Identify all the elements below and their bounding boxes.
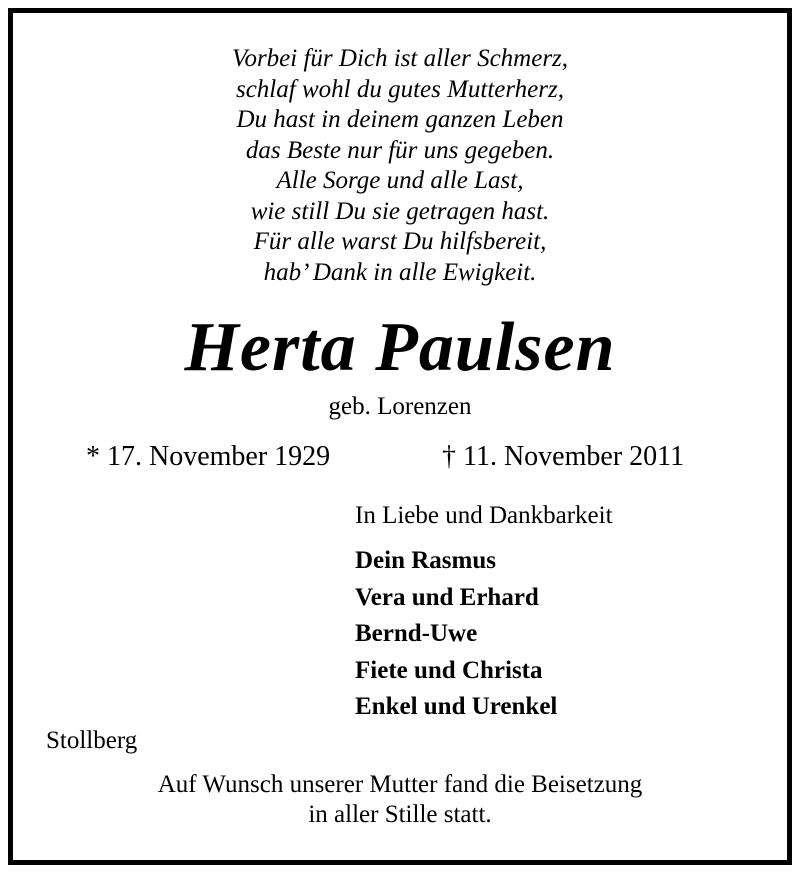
mourners-list [355, 543, 557, 726]
birth-name: geb. Lorenzen [328, 393, 472, 420]
death-date: † 11. November 2011 [442, 441, 685, 472]
poem-line: wie still Du sie getragen hast. [250, 197, 550, 225]
deceased-name: Herta Paulsen [184, 309, 616, 386]
mourner-name: Enkel und Urenkel [355, 693, 558, 720]
poem-line: Alle Sorge und alle Last, [276, 167, 524, 194]
poem-line: Vorbei für Dich ist aller Schmerz, [231, 45, 569, 72]
memorial-poem [0, 44, 800, 288]
mourner-name: Vera und Erhard [355, 583, 539, 611]
poem-line: hab’ Dank in alle Ewigkeit. [263, 258, 537, 286]
mourner-name: Dein Rasmus [355, 547, 496, 574]
poem-line: das Beste nur für uns gegeben. [245, 136, 555, 164]
notice-line: in aller Stille statt. [308, 801, 492, 828]
poem-line: Du hast in deinem ganzen Leben [236, 106, 564, 133]
mourner-name: Fiete und Christa [355, 656, 543, 684]
notice-line: Auf Wunsch unserer Mutter fand die Beisetzung [157, 771, 643, 798]
poem-line: schlaf wohl du gutes Mutterherz, [235, 75, 564, 103]
location-text: Stollberg [46, 727, 138, 754]
birth-date: * 17. November 1929 [86, 441, 331, 472]
mourner-name: Bernd-Uwe [355, 620, 478, 647]
poem-line: Für alle warst Du hilfsbereit, [253, 228, 547, 255]
dedication-line: In Liebe und Dankbarkeit [355, 502, 613, 529]
burial-notice [0, 770, 800, 830]
